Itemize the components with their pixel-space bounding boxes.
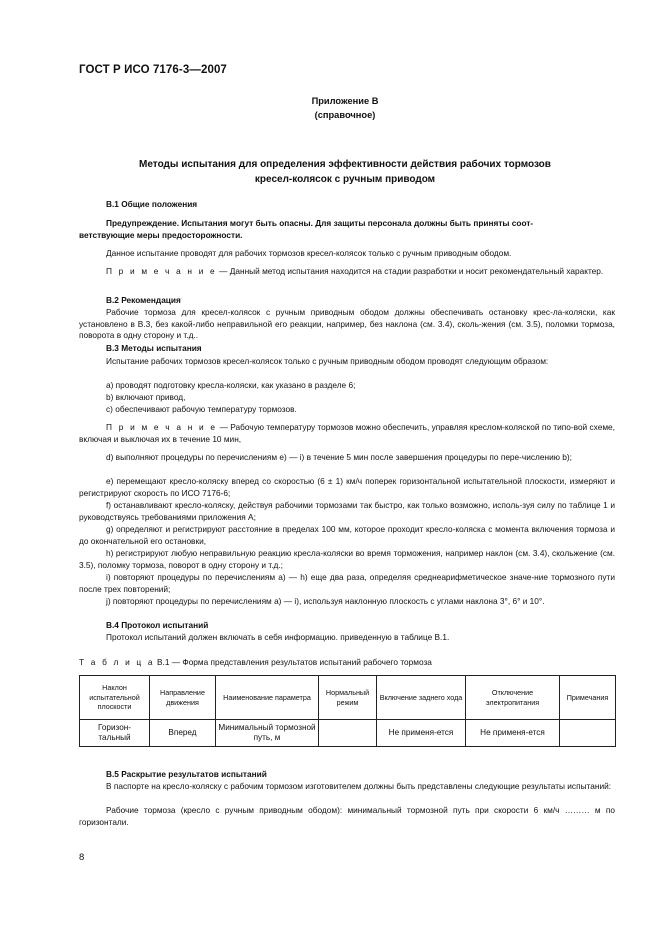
header-cell: Примечания [560, 676, 616, 720]
section-b5-para2: Рабочие тормоза (кресло с ручным приводным ободом): минимальный тормозной путь при скорости 6 км/ч ……… м по горизонтали. [79, 805, 615, 827]
section-b1-para: Данное испытание проводят для рабочих тормозов кресел-колясок только с ручным приводным ободом. [106, 248, 512, 258]
annex-title: Приложение В [311, 96, 379, 106]
table-cell: Не применя-ется [466, 720, 560, 747]
header-cell: Нормальный режим [319, 676, 377, 720]
header-cell: Направление движения [150, 676, 216, 720]
section-b5-heading: В.5 Раскрытие результатов испытаний [106, 769, 267, 779]
main-title-line1: Методы испытания для определения эффективности действия рабочих тормозов [139, 159, 551, 170]
warning-line2: ветствующие меры предосторожности. [79, 230, 243, 240]
list-item-i: i) повторяют процедуры по перечислениям а) — h) еще два раза, определяя среднеарифметическое значе-ние тормозного пути после трех повторений; [79, 572, 615, 594]
table-header-row [80, 676, 616, 720]
list-item-g: g) определяют и регистрируют расстояние в пределах 100 мм, которое проходит кресло-коляска с момента включения тормоза и до окончательной его остановки, [79, 524, 615, 546]
section-b2-heading: В.2 Рекомендация [106, 295, 181, 305]
section-b4-heading: В.4 Протокол испытаний [106, 620, 209, 630]
list-item-d: d) выполняют процедуры по перечислениям е) — i) в течение 5 мин после завершения процедуры по пере-числению b); [106, 452, 572, 462]
table-caption [79, 657, 615, 669]
annex-note: (справочное) [314, 110, 376, 120]
section-b3-note [79, 422, 615, 445]
note-text: — Данный метод испытания находится на стадии разработки и носит рекомендательный характер. [216, 266, 604, 276]
section-b4-para: Протокол испытаний должен включать в себя информацию. приведенную в таблице В.1. [106, 632, 450, 642]
section-b2-para: Рабочие тормоза для кресел-колясок с ручным приводным ободом должны обеспечивать остановку крес-ла-коляски, как установлено в В.3, без какой-либо неправильной его реакции, например, без наклона (см. 3.4), сколь-жения (см. 3.5), поломки тормоза, поворота в одну сторону и т.д.. [79, 307, 615, 341]
list-item-j: j) повторяют процедуры по перечислениям а) — i), используя наклонную плоскость с углами наклона 3°, 6° и 10°. [106, 596, 545, 606]
list-item-f: f) останавливают кресло-коляску, действуя рабочими тормозами так быстро, как только возможно, исполь-зуя силу по таблице 1 и руководствуясь требованиями приложения А; [79, 500, 615, 522]
header-cell: Отключение электропитания [466, 676, 560, 720]
section-b5-para1: В паспорте на кресло-коляску с рабочим тормозом изготовителем должны быть представлены следующие результаты испытаний: [106, 781, 612, 791]
page-number: 8 [79, 852, 85, 863]
table-row [80, 720, 616, 747]
table-cell: Вперед [150, 720, 216, 747]
list-item-e: e) перемещают кресло-коляску вперед со скоростью (6 ± 1) км/ч поперек горизонтальной испытательной плоскости, измеряют и регистрируют скорость по ИСО 7176-6; [79, 476, 615, 498]
results-table [79, 675, 616, 747]
warning-line1: Предупреждение. Испытания могут быть опасны. Для защиты персонала должны быть приняты соот- [106, 218, 534, 228]
section-b1-note [79, 266, 615, 278]
table-caption-label: Т а б л и ц а [79, 657, 155, 667]
note-label: П р и м е ч а н и е [106, 422, 218, 432]
header-cell: Наклон испытательной плоскости [80, 676, 150, 720]
note-label: П р и м е ч а н и е [106, 266, 217, 276]
table-cell [560, 720, 616, 747]
table-cell [319, 720, 377, 747]
table-caption-text: В.1 — Форма представления результатов испытаний рабочего тормоза [154, 657, 432, 667]
table-cell: Горизон-тальный [80, 720, 150, 747]
list-item-b: b) включают привод, [106, 392, 186, 402]
header-cell: Наименование параметра [216, 676, 319, 720]
section-b3-heading: В.3 Методы испытания [106, 343, 202, 353]
list-item-a: a) проводят подготовку кресла-коляски, как указано в разделе 6; [106, 380, 356, 390]
table-cell: Минимальный тормозной путь, м [216, 720, 319, 747]
main-title-line2: кресел-колясок с ручным приводом [254, 174, 436, 185]
note-text: — Рабочую температуру тормозов можно обеспечить, управляя креслом-коляской по типо-вой схеме, включая и выключая их в течение 10 мин, [79, 422, 615, 444]
list-item-h: h) регистрируют любую неправильную реакцию кресла-коляски во время торможения, например наклон (см. 3.4), скольжение (см. 3.5), поломку тормоза, поворот в одну сторону и т.д.; [79, 548, 615, 570]
table-cell: Не применя-ется [377, 720, 466, 747]
section-b3-intro: Испытание рабочих тормозов кресел-колясок только с ручным приводным ободом проводят следующим образом: [106, 356, 549, 366]
list-item-c: c) обеспечивают рабочую температуру тормозов. [106, 404, 297, 414]
header-cell: Включение заднего хода [377, 676, 466, 720]
section-b1-heading: В.1 Общие положения [106, 199, 198, 209]
document-code: ГОСТ Р ИСО 7176-3—2007 [79, 64, 227, 76]
